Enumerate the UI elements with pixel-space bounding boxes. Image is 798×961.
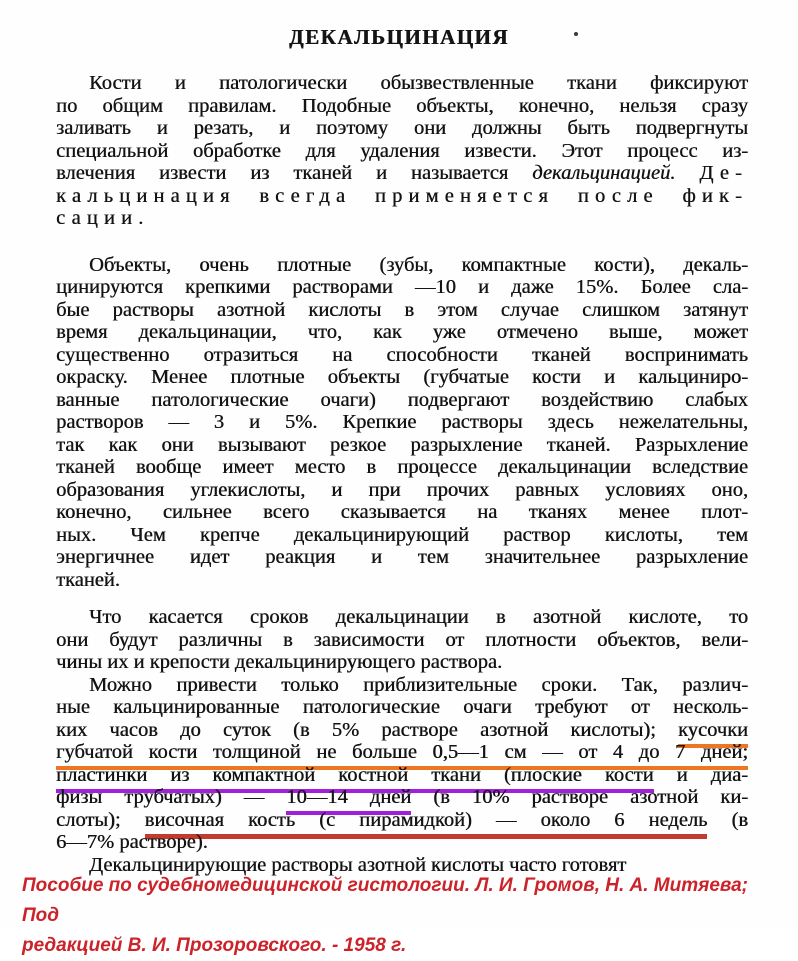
text-line	[56, 696, 748, 719]
text-line	[56, 162, 748, 185]
text-line	[56, 254, 748, 277]
paragraph	[56, 254, 748, 592]
text-segment: Де-	[699, 162, 748, 184]
text-line	[56, 606, 748, 629]
text-line	[56, 479, 748, 502]
text-line	[56, 411, 748, 434]
paragraph	[56, 606, 748, 674]
text-line	[56, 207, 748, 230]
text-segment: тканей.	[56, 568, 120, 591]
text-line	[56, 344, 748, 367]
text-line	[56, 321, 748, 344]
text-segment: влечения извести из тканей и называется	[56, 162, 533, 184]
text-line	[56, 140, 748, 163]
source-caption	[22, 871, 778, 961]
underlined-text: губчатой кости толщиной не больше 0,5—1 см — от 4 до 7 дней;	[56, 741, 748, 770]
text-line	[56, 299, 748, 322]
text-segment: по общим правилам. Подобные объекты, конечно, нельзя сразу	[56, 94, 748, 117]
underlined-text: кусочки	[678, 719, 748, 748]
text-segment: (в	[707, 808, 748, 831]
text-line	[56, 569, 748, 592]
paragraph	[56, 674, 748, 854]
text-line	[56, 674, 748, 697]
text-segment: чины их и крепости декальцинирующего раствора.	[56, 651, 503, 673]
text-segment: тканей вообще имеет место в процессе декальцинации вследствие	[56, 456, 748, 478]
text-segment: они будут различны в зависимости от плотности объектов, вели-	[56, 628, 748, 651]
text-segment: ких часов до суток (в 5% растворе азотной кислоты);	[56, 718, 679, 741]
document-body	[0, 72, 798, 876]
text-segment: кальцинация всегда применяется после фик-	[56, 184, 748, 207]
text-line	[56, 629, 748, 652]
text-line	[56, 434, 748, 457]
text-line	[56, 276, 748, 299]
text-line	[56, 185, 748, 208]
page-title: ДЕКАЛЬЦИНАЦИЯ	[289, 25, 509, 49]
text-line	[56, 501, 748, 524]
text-segment: так как они вызывают резкое разрыхление тканей. Разрыхление	[56, 433, 748, 456]
underlined-text: 10—14 дней	[286, 786, 411, 815]
caption-line: редакцией В. И. Прозоровского. - 1958 г.	[22, 935, 407, 956]
paragraph	[56, 72, 748, 230]
underlined-text: пластинки из компактной костной ткани (плоские кости	[56, 764, 654, 793]
text-segment: специальной обработке для удаления извести. Этот процесс из-	[56, 139, 748, 162]
text-line	[56, 524, 748, 547]
text-segment: время декальцинации, что, как уже отмечено выше, может	[56, 321, 748, 343]
text-segment: физы трубчатых) —	[56, 786, 287, 808]
scan-dot-artifact	[574, 32, 578, 36]
text-segment: окраску. Менее плотные объекты (губчатые кости и кальциниро-	[56, 366, 748, 388]
text-line	[56, 546, 748, 569]
text-segment: Можно привести только приблизительные сроки. Так, различ-	[89, 673, 748, 696]
text-segment	[675, 162, 699, 184]
text-segment: декальцинацией.	[532, 162, 676, 184]
text-line	[56, 809, 748, 832]
text-segment: Что касается сроков декальцинации в азотной кислоте, то	[89, 606, 748, 628]
text-segment: ных. Чем крепче декальцинирующий раствор кислоты, тем	[56, 523, 748, 546]
text-segment: образования углекислоты, и при прочих равных условиях оно,	[56, 478, 748, 501]
text-line	[56, 651, 748, 674]
text-segment: ванные патологические очаги) подвергают воздействию слабых	[56, 388, 748, 411]
text-segment: бые растворы азотной кислоты в этом случае слишком затянут	[56, 298, 748, 321]
text-line	[56, 72, 748, 95]
text-segment: цинируются крепкими растворами —10 и даже 15%. Более сла-	[56, 276, 748, 298]
text-segment: (в 10% растворе азотной ки-	[411, 786, 748, 808]
caption-line: Пособие по судебномедицинской гистологии. Л. И. Громов, Н. А. Митяева; Под	[22, 875, 749, 926]
text-segment: энергичнее идет реакция и тем значительнее разрыхление	[56, 546, 748, 568]
text-segment: Кости и патологически обызвествленные ткани фиксируют	[89, 72, 748, 94]
underlined-text: височная кость (с пирамидкой) — около 6 недель	[145, 809, 708, 839]
text-line	[56, 366, 748, 389]
text-segment: слоты);	[56, 808, 145, 831]
text-segment: сации.	[56, 207, 150, 229]
text-segment: Объекты, очень плотные (зубы, компактные кости), декаль-	[89, 253, 748, 276]
text-segment: ные кальцинированные патологические очаги требуют от несколь-	[56, 696, 748, 718]
text-segment: растворов — 3 и 5%. Крепкие растворы здесь нежелательны,	[56, 411, 748, 433]
text-line	[56, 719, 748, 742]
text-line	[56, 786, 748, 809]
text-segment: 6—7% растворе).	[56, 831, 208, 853]
text-segment: конечно, сильнее всего сказывается на тканях менее плот-	[56, 501, 748, 523]
text-line	[56, 764, 748, 787]
text-segment: заливать и резать, и поэтому они должны быть подвергнуты	[56, 117, 748, 139]
text-line	[56, 456, 748, 479]
text-segment: Декальцинирующие растворы азотной кислоты часто готовят	[89, 853, 627, 876]
text-line	[56, 741, 748, 764]
text-segment: существенно отразиться на способности тканей воспринимать	[56, 343, 748, 366]
text-line	[56, 389, 748, 412]
text-line	[56, 95, 748, 118]
text-line	[56, 117, 748, 140]
text-segment: и диа-	[653, 763, 748, 786]
